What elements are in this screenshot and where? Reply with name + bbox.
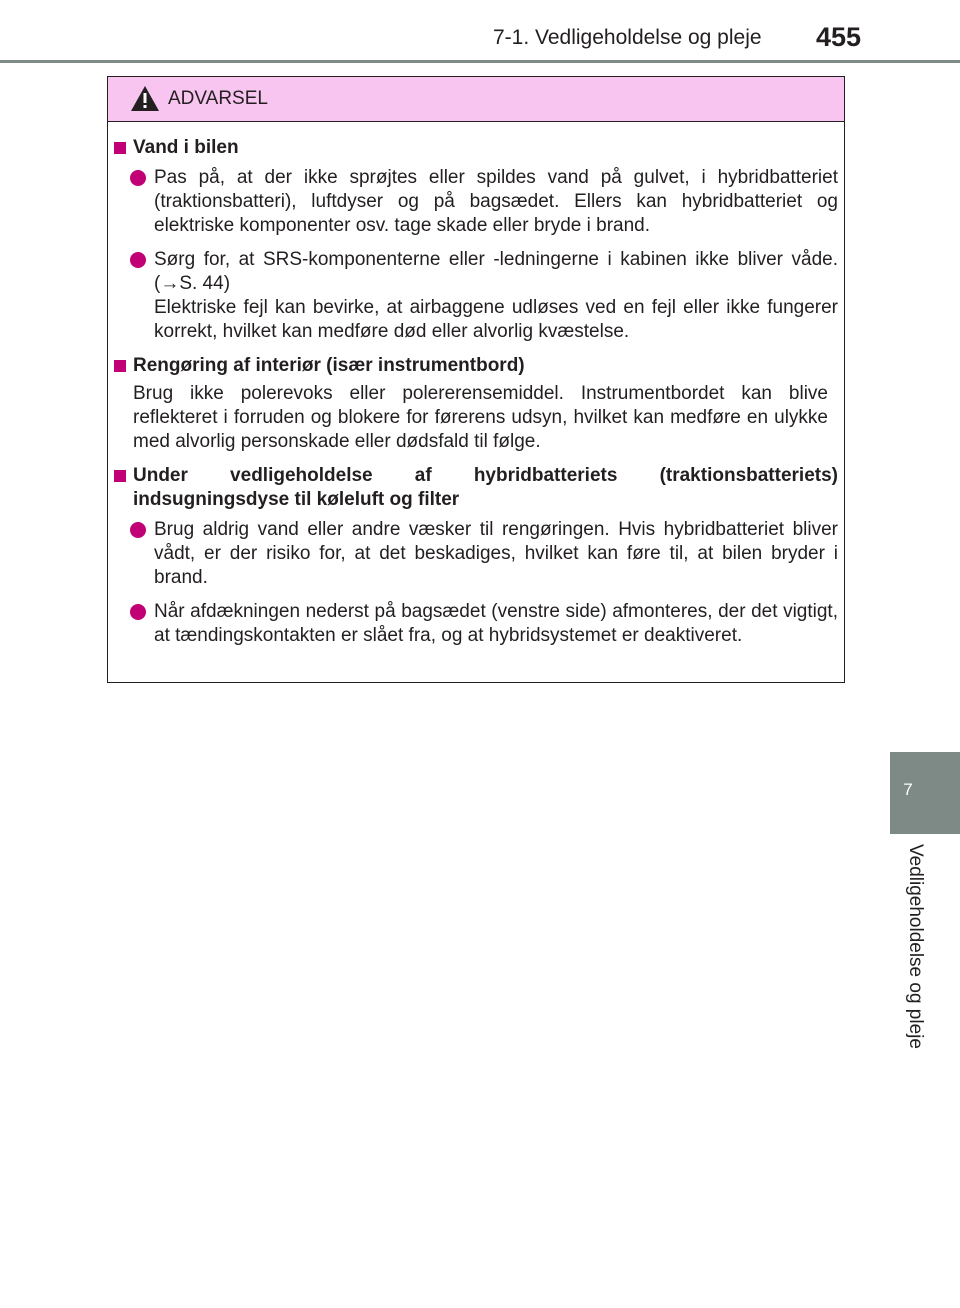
square-bullet-icon bbox=[114, 142, 126, 154]
list-item-continuation: Elektriske fejl kan bevirke, at airbaggene udløses ved en fejl eller ikke fungerer korrekt, hvilket kan medføre død eller alvorlig kvæstelse. bbox=[154, 297, 838, 342]
circle-bullet-icon bbox=[130, 522, 146, 538]
list-item: Brug aldrig vand eller andre væsker til rengøringen. Hvis hybridbatteriet bliver vådt, er der risiko for, at det beskadiges, hvilket kan føre til, at bilen bryder i brand. bbox=[129, 518, 838, 590]
chapter-number: 7 bbox=[903, 780, 913, 799]
header-divider bbox=[0, 60, 960, 63]
page-number: 455 bbox=[816, 22, 862, 52]
chapter-tab bbox=[890, 752, 960, 834]
list-item: Sørg for, at SRS-komponenterne eller -ledningerne i kabinen ikke bliver våde. (→S. 44) Elektriske fejl kan bevirke, at airbaggene udløses ved en fejl eller ikke fungerer korrekt, hvilket kan medføre død eller alvorlig kvæstelse. bbox=[129, 248, 838, 344]
circle-bullet-icon bbox=[130, 252, 146, 268]
section-heading: Rengøring af interiør (især instrumentbord) bbox=[108, 354, 838, 378]
section-heading: Under vedligeholdelse af hybridbatteriets (traktionsbatteriets) indsugningsdyse til køleluft og filter bbox=[108, 464, 838, 512]
warning-header bbox=[108, 77, 844, 122]
section-heading: Vand i bilen bbox=[108, 136, 838, 160]
chapter-label: Vedligeholdelse og pleje bbox=[905, 844, 926, 1049]
section-title: 7-1. Vedligeholdelse og pleje bbox=[493, 26, 762, 49]
warning-triangle-icon bbox=[130, 85, 160, 112]
warning-content bbox=[108, 121, 844, 648]
warning-box bbox=[107, 76, 845, 683]
circle-bullet-icon bbox=[130, 604, 146, 620]
circle-bullet-icon bbox=[130, 170, 146, 186]
page-header bbox=[0, 0, 960, 62]
warning-title: ADVARSEL bbox=[168, 88, 268, 109]
square-bullet-icon bbox=[114, 360, 126, 372]
paragraph: Brug ikke polerevoks eller polererensemiddel. Instrumentbordet kan blive reflekteret i forruden og blokere for førerens udsyn, hvilket kan medføre en ulykke med alvorlig personskade eller dødsfald til følge. bbox=[133, 383, 828, 452]
list-item: Når afdækningen nederst på bagsædet (venstre side) afmonteres, der det vigtigt, at tændingskontakten er slået fra, og at hybridsystemet er deaktiveret. bbox=[129, 600, 838, 648]
list-item: Pas på, at der ikke sprøjtes eller spildes vand på gulvet, i hybridbatteriet (traktionsbatteri), luftdyser og på bagsædet. Ellers kan hybridbatteriet og elektriske komponenter osv. tage skade eller bryde i brand. bbox=[129, 166, 838, 238]
square-bullet-icon bbox=[114, 470, 126, 482]
